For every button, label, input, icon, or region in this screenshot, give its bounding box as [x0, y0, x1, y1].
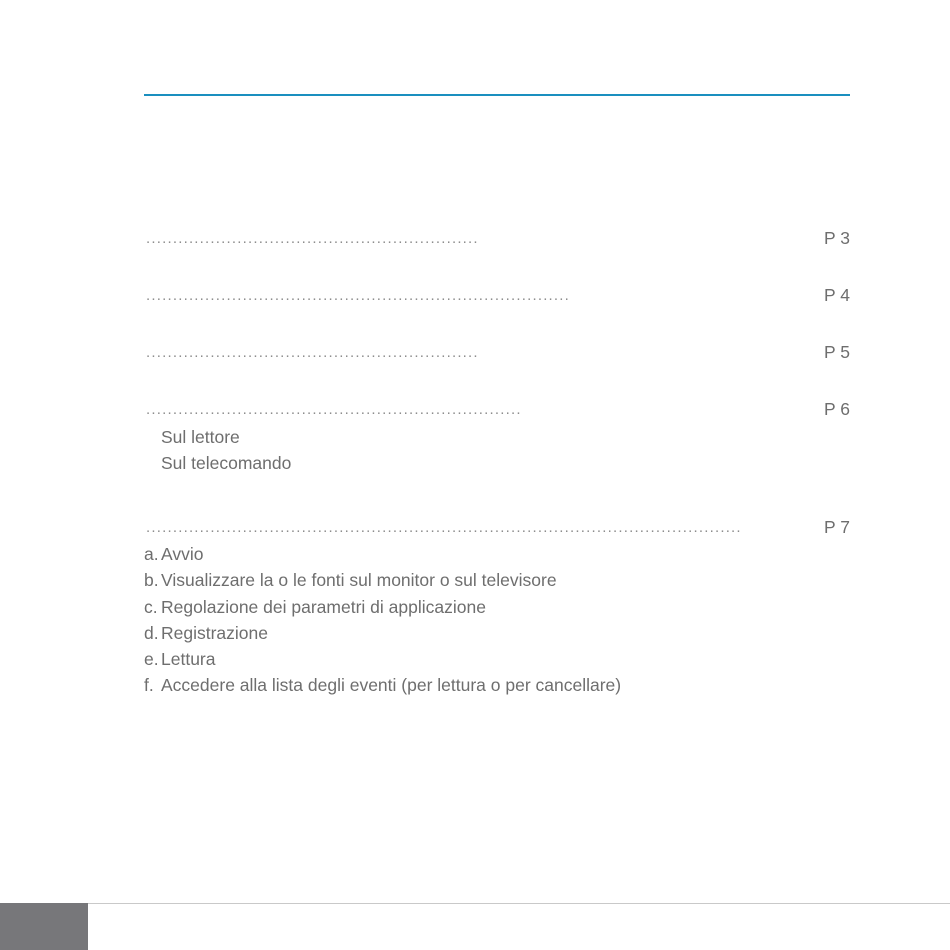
toc-subitem[interactable] [144, 541, 850, 567]
toc-leader-dots: .............................................................. [146, 230, 479, 247]
toc-entry[interactable] [144, 396, 850, 423]
toc-subitem[interactable] [144, 594, 850, 620]
toc-page-number: P 3 [824, 228, 850, 248]
spacer [144, 309, 850, 339]
table-of-contents [144, 225, 850, 699]
toc-leader-dots: .............................................................. [146, 344, 479, 362]
toc-subitem-label: Lettura [161, 649, 216, 670]
toc-page-number: P 5 [824, 342, 850, 363]
toc-entry[interactable] [144, 282, 850, 309]
toc-subitem[interactable] [144, 567, 850, 593]
spacer [144, 366, 850, 396]
toc-subitem-marker: e. [144, 649, 159, 670]
toc-entry[interactable] [144, 225, 850, 252]
toc-block [144, 225, 850, 252]
toc-page-number: P 6 [824, 399, 850, 420]
toc-subitem[interactable] [144, 620, 850, 646]
toc-block [144, 514, 850, 699]
toc-subitem-label: Sul telecomando [161, 452, 292, 473]
toc-page-number: P 7 [824, 517, 850, 537]
toc-subitem-label: Visualizzare la o le fonti sul monitor o sul televisore [161, 570, 557, 591]
toc-subitem[interactable] [144, 672, 850, 698]
toc-subitem[interactable] [144, 646, 850, 672]
toc-subitem-marker: a. [144, 544, 159, 565]
toc-subitem[interactable] [144, 424, 850, 450]
spacer [144, 476, 850, 514]
toc-block [144, 396, 850, 476]
toc-subitem-list [144, 541, 850, 699]
toc-block [144, 339, 850, 366]
toc-subitem-label: Avvio [161, 544, 204, 565]
footer-divider [88, 903, 950, 904]
toc-subitem[interactable] [144, 450, 850, 476]
toc-leader-dots: ............................................................................................................... [146, 519, 742, 536]
toc-subitem-marker: c. [144, 596, 158, 617]
toc-page-number: P 4 [824, 285, 850, 306]
footer-color-block [0, 903, 88, 950]
toc-subitem-label: Regolazione dei parametri di applicazione [161, 596, 486, 617]
toc-subitem-list [144, 424, 850, 477]
spacer [144, 252, 850, 282]
toc-subitem-label: Accedere alla lista degli eventi (per lettura o per cancellare) [161, 675, 622, 696]
toc-subitem-marker: b. [144, 570, 159, 591]
toc-leader-dots: ...................................................................... [146, 401, 522, 419]
toc-subitem-marker: f. [144, 675, 154, 696]
header-rule [144, 94, 850, 96]
toc-subitem-label: Registrazione [161, 622, 268, 643]
toc-entry[interactable] [144, 514, 850, 541]
toc-block [144, 282, 850, 309]
toc-subitem-label: Sul lettore [161, 426, 240, 447]
toc-entry[interactable] [144, 339, 850, 366]
toc-subitem-marker: d. [144, 622, 159, 643]
toc-leader-dots: ............................................................................... [146, 287, 571, 305]
